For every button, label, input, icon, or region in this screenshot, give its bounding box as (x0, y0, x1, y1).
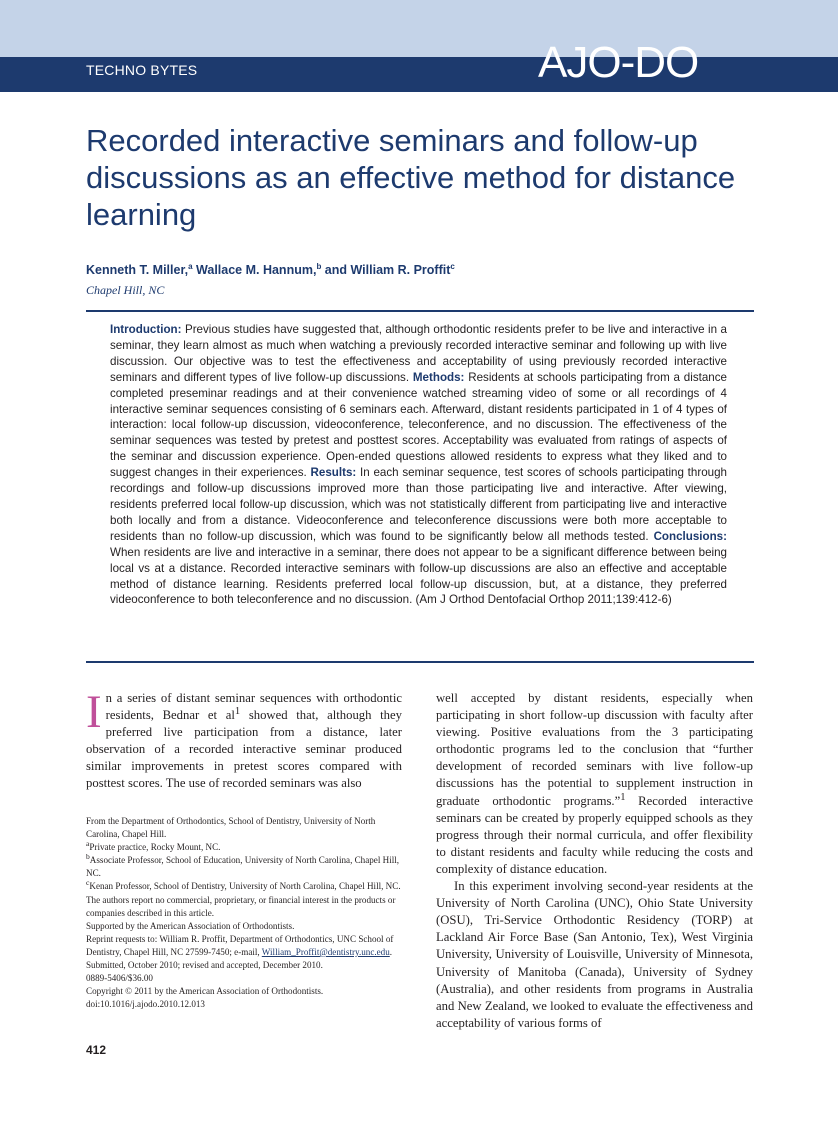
header-band (0, 0, 838, 57)
footnote-text: Kenan Professor, School of Dentistry, University of North Carolina, Chapel Hill, NC. (89, 881, 401, 892)
body-column-right (436, 690, 753, 1032)
footnote-author-c (86, 880, 402, 893)
footnote-author-b (86, 854, 402, 880)
body-text: showed that, although they preferred live participation from a distance, later observation of a recorded interactive seminar produced similar improvements in pretest scores compared with posttest scores. The use of recorded seminars was also (86, 708, 402, 791)
footnote-text: Associate Professor, School of Education, University of North Carolina, Chapel Hill, NC. (86, 855, 400, 879)
footnote-mark: c (86, 878, 90, 888)
footnote-copyright: Copyright © 2011 by the American Association of Orthodontists. (86, 986, 324, 997)
author-name: Kenneth T. Miller, (86, 263, 189, 277)
author-affiliation-mark: c (450, 261, 455, 271)
citation-ref: 1 (620, 791, 626, 803)
body-column-left (86, 686, 402, 793)
footnote-reprint (86, 933, 402, 959)
abstract-heading-methods: Methods: (409, 370, 465, 384)
author-affiliation-mark: a (188, 261, 193, 271)
footnote-doi: doi:10.1016/j.ajodo.2010.12.013 (86, 999, 205, 1010)
abstract-introduction: Previous studies have suggested that, although orthodontic residents prefer to be live and interactive in a seminar, they learn almost as much when watching a previously recorded interactive seminar and following up with live discussion. Our objective was to test the effectiveness and acceptability of using previously recorded interactive seminars and different types of live follow-up discussions. (110, 323, 727, 384)
author-list (86, 263, 455, 277)
email-link[interactable]: William_Proffit@dentistry.unc.edu (261, 946, 390, 957)
page-number: 412 (86, 1043, 107, 1057)
footnote-text: . (389, 946, 393, 957)
abstract-heading-introduction: Introduction: (110, 323, 182, 336)
footnote-disclosure: The authors report no commercial, proprietary, or financial interest in the products or companies described in this article. (86, 894, 396, 918)
author-name: Wallace M. Hannum, (192, 263, 317, 277)
body-paragraph: In this experiment involving second-year residents at the University of North Carolina (UNC), Ohio State University (OSU), Tri-Service Orthodontic Residency (TORP) at Lackland Air Force Base (San Antonio, Tex), West Virginia University, University of Louisville, University of Minnesota, University of Manitoba (Canada), University of Sydney (Australia), and other residents from programs in Australia and New Zealand, we looked to evaluate the effectiveness and acceptability of various forms of (436, 879, 753, 1030)
footnote-text: Reprint requests to: William R. Proffit, Department of Orthodontics, UNC School of Dentistry, Chapel Hill, NC 27599-7450; e-mail, (86, 933, 394, 957)
footnote-department: From the Department of Orthodontics, School of Dentistry, University of North Carolina, Chapel Hill. (86, 816, 376, 840)
footnote-text: Private practice, Rocky Mount, NC. (89, 842, 221, 853)
abstract-bottom-rule (86, 661, 754, 663)
abstract-methods: Residents at schools participating from a distance completed preseminar readings and at their convenience watched streaming video of some or all recordings of 4 interactive seminar sequences consisting of 6 seminars each. Afterward, distant residents participated in 1 of 4 types of interaction: local follow-up discussion, videoconference, teleconference, and no discussion. The effectiveness of the seminar sequences was tested by pretest and posttest scores. Acceptability was evaluated from ratings of aspects of the seminar and discussion experience. Open-ended questions allowed residents to express what they liked and to suggest changes in their experiences. (110, 370, 727, 480)
citation-ref: 1 (234, 705, 241, 717)
footnote-mark: a (86, 839, 90, 849)
body-text: well accepted by distant residents, especially when participating in short follow-up discussion with faculty after viewing. Positive evaluations from the 3 participating orthodontic programs led to the conclusion that “further development of recorded seminars with live follow-up discussions has the potential to supplement instruction in graduate orthodontic programs.” (436, 691, 753, 808)
journal-logo: AJO-DO (538, 38, 699, 87)
footnote-support: Supported by the American Association of Orthodontists. (86, 920, 295, 931)
drop-cap: I (86, 686, 102, 738)
footnote-author-a (86, 841, 402, 854)
article-title: Recorded interactive seminars and follow-up discussions as an effective method for distance learning (86, 123, 736, 232)
section-label: TECHNO BYTES (86, 62, 198, 78)
author-affiliation-mark: b (316, 261, 322, 271)
body-paragraph (86, 686, 402, 793)
body-text: Recorded interactive seminars can be created by properly equipped schools as they progress through their normal curricula, and offer flexibility to distant residents and faculty while reducing the costs and complexity of distance education. (436, 793, 753, 876)
abstract-heading-results: Results: (310, 466, 357, 480)
footnote-submitted: Submitted, October 2010; revised and accepted, December 2010. (86, 960, 323, 971)
abstract-conclusions: When residents are live and interactive in a seminar, there does not appear to be a significant difference between being local vs at a distance. Recorded interactive seminars with follow-up discussions are also an effective and acceptable method of distance learning. Residents preferred local follow-up discussion, but, at a distance, they preferred videoconference to both teleconference and no discussion. (Am J Orthod Dentofacial Orthop 2011;139:412-6) (110, 545, 727, 607)
abstract-top-rule (86, 310, 754, 312)
author-name: and William R. Proffit (321, 263, 451, 277)
abstract (110, 322, 727, 608)
body-text: n a series of distant seminar sequences with orthodontic residents, Bednar et al (105, 691, 402, 723)
footnotes (86, 815, 402, 1011)
footnote-price: 0889-5406/$36.00 (86, 973, 153, 984)
body-paragraph (436, 690, 753, 878)
affiliation-location: Chapel Hill, NC (86, 283, 165, 297)
abstract-heading-conclusions: Conclusions: (653, 529, 727, 543)
footnote-mark: b (86, 852, 90, 862)
abstract-results: In each seminar sequence, test scores of schools participating through recordings and follow-up discussions improved more than those participating live and interactive. After viewing, residents preferred local follow-up discussion, which was not statistically different from participating live and interactive both locally and from a distance. Videoconference and teleconference discussions were both more acceptable to residents than no follow-up discussion, which was found to be significantly below all methods tested. (110, 466, 727, 543)
